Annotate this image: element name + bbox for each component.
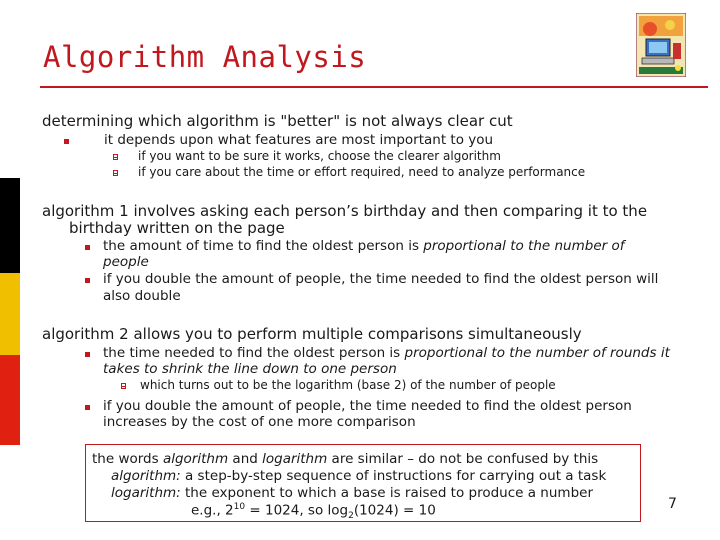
box-line-2 [111,468,606,484]
box-example-base: 2 [348,511,354,522]
sub-bullet-marker [113,154,118,160]
slide-title: Algorithm Analysis [43,40,367,74]
bullet-marker [64,139,69,144]
box-line-1-and: and [228,451,263,467]
definition-box [85,444,641,522]
section1-sub-1: if you want to be sure it works, choose the clearer algorithm [138,149,501,163]
section3-bullet2-line2: increases by the cost of one more comparison [103,414,416,430]
box-term-algorithm: algorithm [162,451,229,467]
section2-bullet1-line2 [103,254,149,270]
box-line-1-rest: are similar – do not be confused by this [327,451,599,467]
sidebar-band-white-bottom [0,445,20,540]
box-example-b: = 1024, so log [245,502,349,519]
computer-clipart-icon [636,13,686,77]
decorative-sidebar [0,0,20,540]
section1-bullet: it depends upon what features are most important to you [104,132,494,148]
section3-sub: which turns out to be the logarithm (base 2) of the number of people [140,378,556,392]
section2-heading-line1: algorithm 1 involves asking each person’s birthday and then comparing it to the [42,202,648,220]
section3-bullet1-line1 [103,345,670,361]
sidebar-band-yellow [0,273,20,355]
section3-bullet1-line2 [103,361,397,377]
box-definition-algorithm-term: algorithm: [111,468,181,484]
sub-bullet-marker [113,170,118,176]
section2-bullet2-line2: also double [103,288,181,304]
box-example-exponent: 10 [233,502,246,512]
section3-bullet2-line1: if you double the amount of people, the time needed to find the oldest person [103,398,632,414]
bullet-marker [85,405,90,410]
bullet-marker [85,245,90,250]
section3-heading: algorithm 2 allows you to perform multiple comparisons simultaneously [42,325,582,343]
section2-bullet1-emphasis: proportional to the number of [423,238,625,254]
box-definition-logarithm: the exponent to which a base is raised to produce a number [180,485,594,501]
bullet-marker [85,352,90,357]
box-line-3 [111,485,593,501]
box-example-a: e.g., 2 [191,502,234,519]
sidebar-band-black [0,178,20,273]
sidebar-band-red [0,355,20,445]
box-line-4 [191,502,436,521]
box-line-1 [92,451,598,467]
section2-bullet1-text: the amount of time to find the oldest person is [103,238,424,254]
section1-heading: determining which algorithm is "better" is not always clear cut [42,112,513,130]
sub-bullet-marker [121,383,126,389]
section1-sub-2: if you care about the time or effort required, need to analyze performance [138,165,586,179]
box-definition-logarithm-term: logarithm: [111,485,181,501]
section2-bullet1-line1 [103,238,625,254]
section2-bullet1-emphasis-2: people [103,254,149,270]
sidebar-band-white [0,0,20,178]
section2-bullet2-line1: if you double the amount of people, the time needed to find the oldest person will [103,271,659,287]
section2-heading-line2: birthday written on the page [69,219,285,237]
section3-bullet1-emphasis-2: takes to shrink the line down to one person [103,361,397,377]
page-number: 7 [668,496,677,512]
box-term-logarithm: logarithm [262,451,328,467]
box-example-c: (1024) = 10 [353,502,436,519]
section3-bullet1-text: the time needed to find the oldest person is [103,345,405,361]
section3-bullet1-emphasis: proportional to the number of rounds it [404,345,670,361]
box-line-1-text: the words [92,451,163,467]
bullet-marker [85,278,90,283]
box-definition-algorithm: a step-by-step sequence of instructions for carrying out a task [180,468,607,484]
title-underline [40,86,708,88]
